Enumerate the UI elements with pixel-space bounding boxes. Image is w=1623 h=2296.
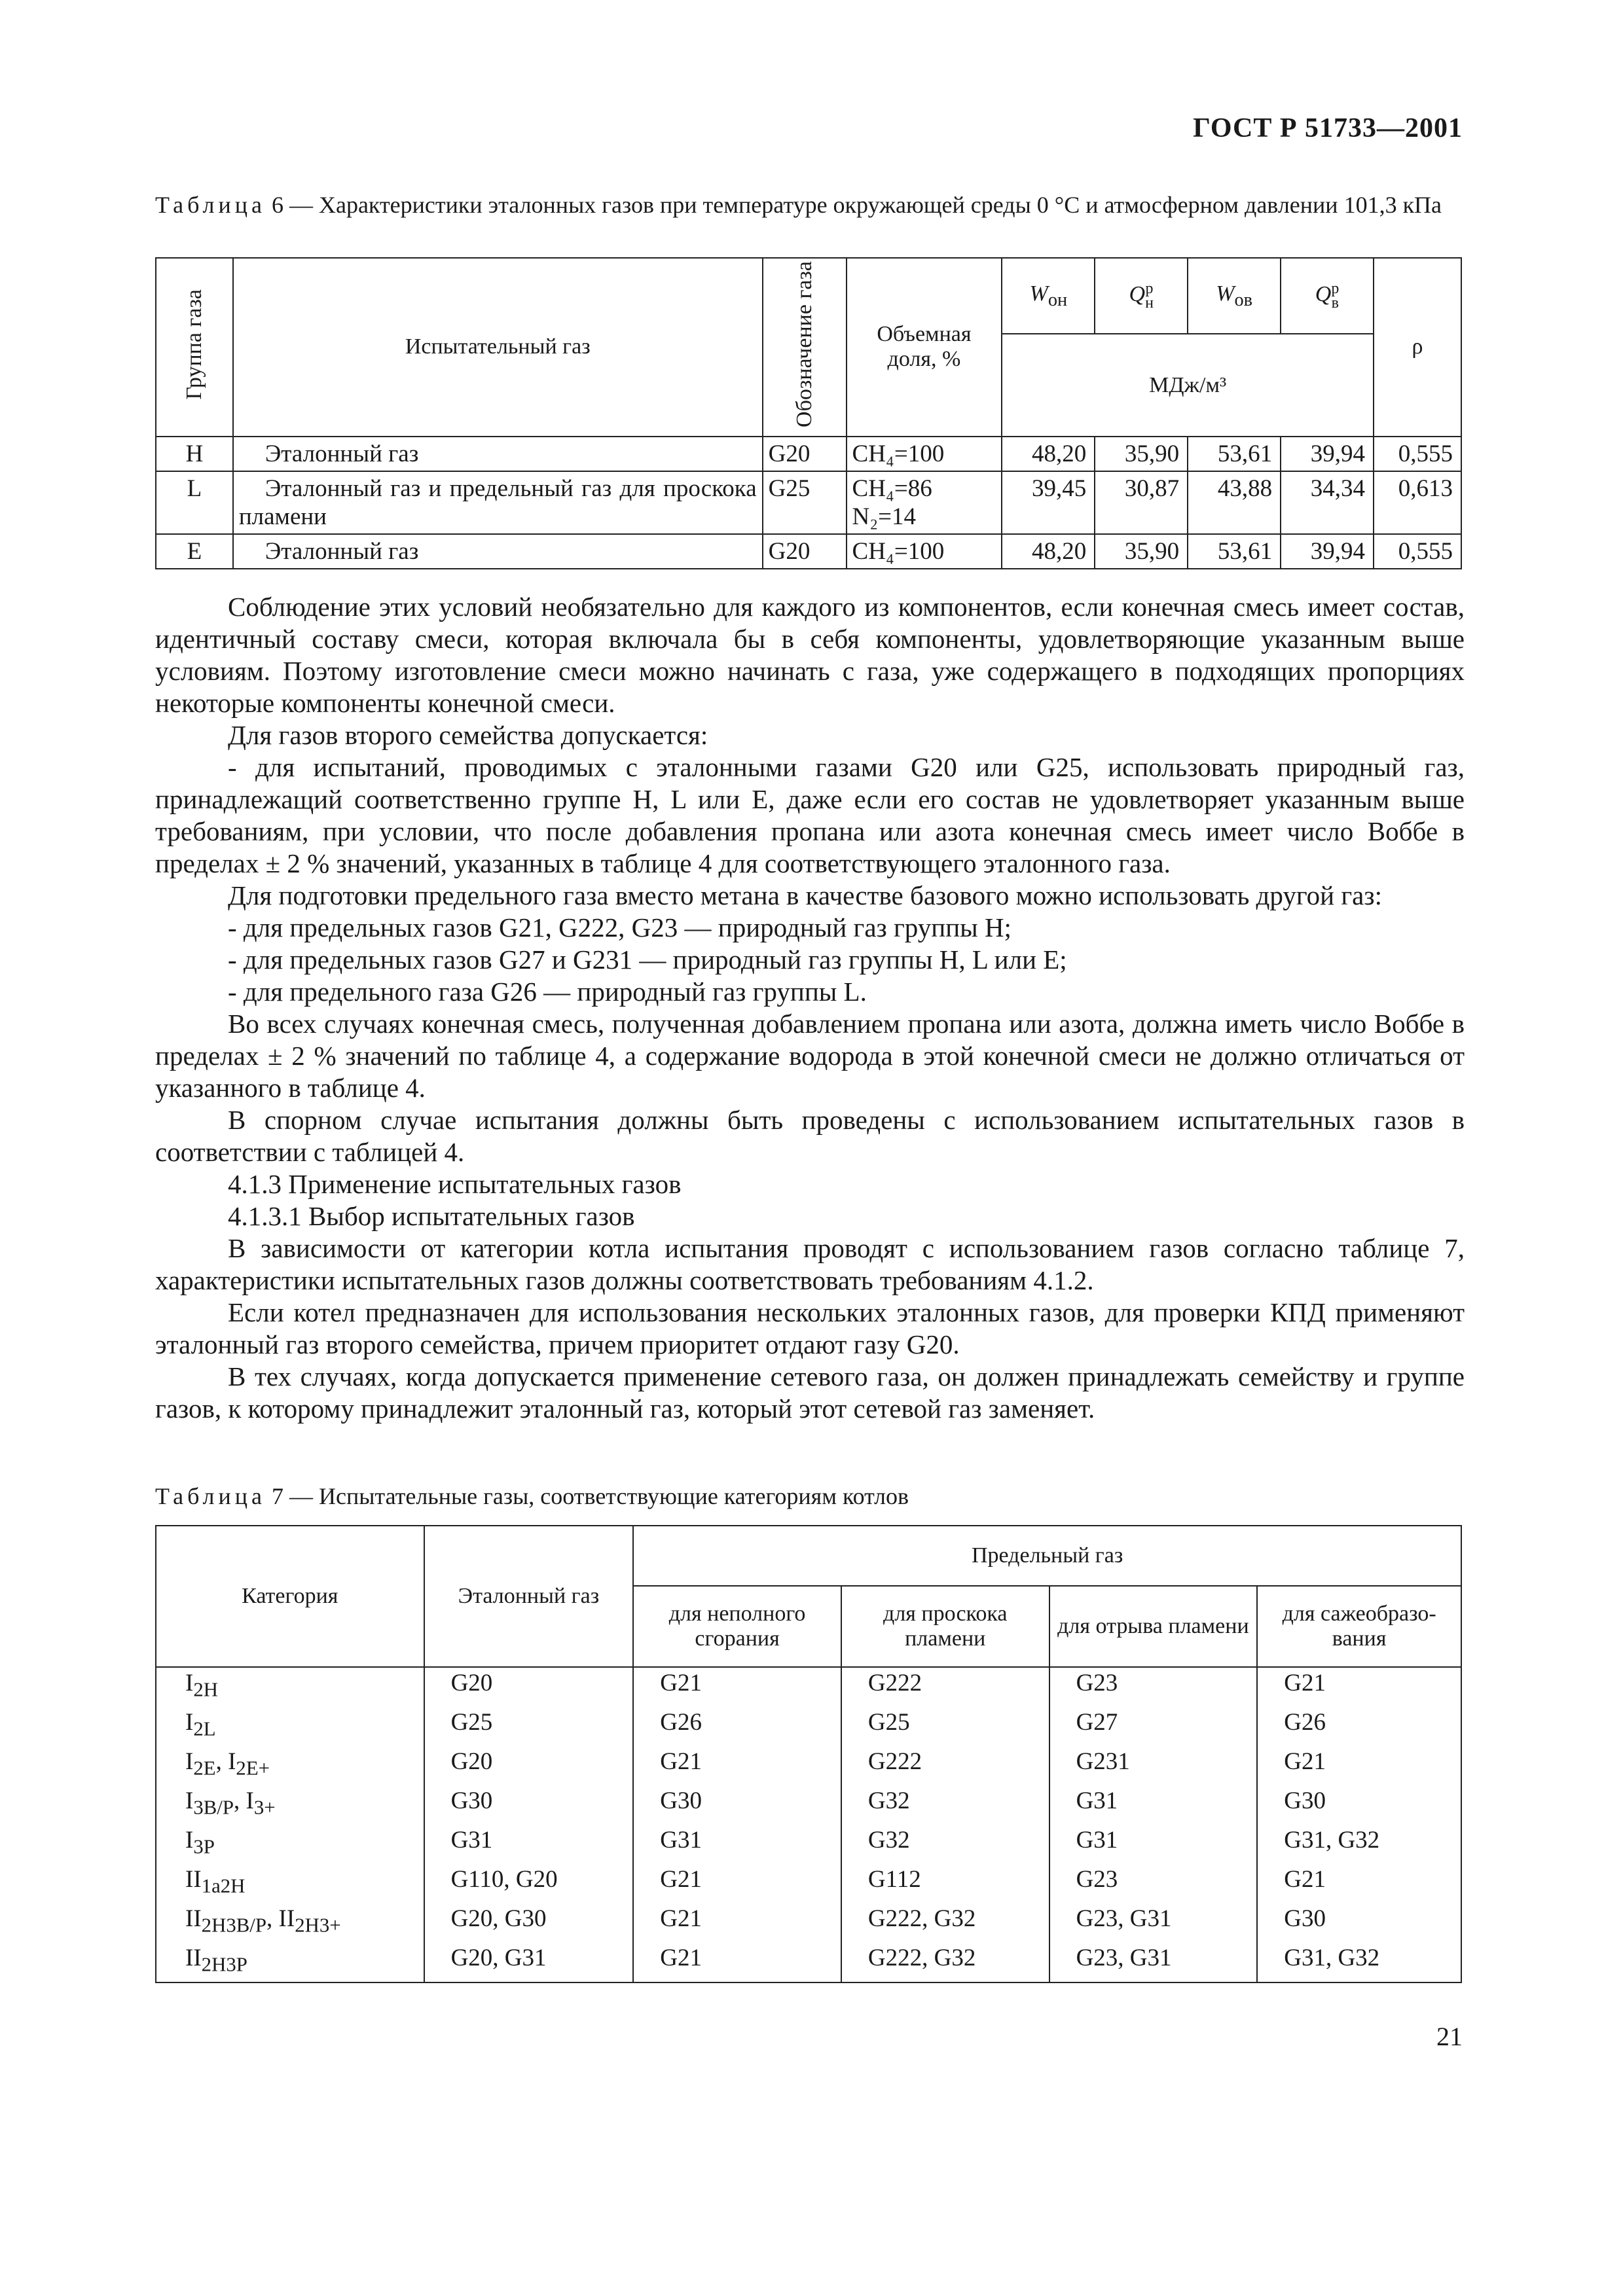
- cell-category: $I_{2H}$: [156, 1667, 424, 1707]
- cell-soot: G21: [1257, 1864, 1461, 1903]
- col-designation-header: Обозначение газа: [763, 258, 847, 437]
- page-number: 21: [1436, 2022, 1463, 2051]
- table7-caption-label: Таблица: [155, 1483, 266, 1509]
- cell-q-n: 30,87: [1095, 471, 1188, 534]
- table-row: [156, 1825, 1461, 1864]
- cell-flashback: G222, G32: [841, 1943, 1049, 1982]
- cell-w-on: 48,20: [1002, 437, 1095, 471]
- cell-volume: CH₄=100: [847, 437, 1002, 471]
- cell-ref: G31: [424, 1825, 634, 1864]
- cell-soot: G26: [1257, 1707, 1461, 1746]
- cell-designation: G20: [763, 437, 847, 471]
- cell-gas: Эталонный газ: [233, 437, 763, 471]
- cell-ref: G20: [424, 1667, 634, 1707]
- col-reference-header: Эталонный газ: [424, 1526, 634, 1667]
- cell-incomplete: G26: [633, 1707, 841, 1746]
- cell-incomplete: G21: [633, 1864, 841, 1903]
- cell-category: $II_{1a2H}$: [156, 1864, 424, 1903]
- cell-group: H: [156, 437, 233, 471]
- cell-category: $I_{3P}$: [156, 1825, 424, 1864]
- cell-ref: G25: [424, 1707, 634, 1746]
- table-row: [156, 1746, 1461, 1785]
- cell-liftoff: G23, G31: [1049, 1943, 1258, 1982]
- paragraph: Для подготовки предельного газа вместо метана в качестве базового можно использовать другой газ:: [228, 880, 1382, 910]
- col-gas-header: Испытательный газ: [233, 258, 763, 437]
- cell-flashback: G222, G32: [841, 1903, 1049, 1943]
- table-7: [155, 1525, 1462, 1983]
- col-rho-header: ρ: [1374, 258, 1461, 437]
- cell-rho: 0,555: [1374, 437, 1461, 471]
- cell-soot: G30: [1257, 1785, 1461, 1825]
- cell-rho: 0,613: [1374, 471, 1461, 534]
- table6-caption: [155, 192, 1465, 218]
- table-row: [156, 437, 1461, 471]
- cell-gas: Эталонный газ и предельный газ для проскока пламени: [233, 471, 763, 534]
- cell-w-ov: 43,88: [1188, 471, 1281, 534]
- table-row: [156, 1864, 1461, 1903]
- paragraph: Во всех случаях конечная смесь, полученная добавлением пропана или азота, должна иметь число Воббе в пределах ± 2 % значений по таблице 4, а содержание водорода в этой конечной смеси не должно отличаться от указанного в таблице 4.: [155, 1009, 1465, 1103]
- paragraph: - для предельных газов G21, G222, G23 — природный газ группы H;: [228, 912, 1012, 942]
- section-heading: 4.1.3.1 Выбор испытательных газов: [228, 1201, 635, 1231]
- col-soot-header: для сажеобразо-вания: [1257, 1586, 1461, 1667]
- cell-liftoff: G31: [1049, 1825, 1258, 1864]
- cell-soot: G31, G32: [1257, 1943, 1461, 1982]
- cell-w-ov: 53,61: [1188, 534, 1281, 569]
- cell-incomplete: G21: [633, 1667, 841, 1707]
- cell-q-v: 39,94: [1281, 437, 1374, 471]
- cell-incomplete: G30: [633, 1785, 841, 1825]
- paragraph: Если котел предназначен для использования нескольких эталонных газов, для проверки КПД применяют эталонный газ второго семейства, причем приоритет отдают газу G20.: [155, 1297, 1465, 1359]
- col-limit-header: Предельный газ: [633, 1526, 1461, 1586]
- cell-flashback: G25: [841, 1707, 1049, 1746]
- table-row: [156, 1943, 1461, 1982]
- body-text: [155, 591, 1465, 1425]
- paragraph: - для предельных газов G27 и G231 — природный газ группы H, L или E;: [228, 944, 1067, 975]
- table-row: [156, 534, 1461, 569]
- cell-gas: Эталонный газ: [233, 534, 763, 569]
- cell-w-on: 39,45: [1002, 471, 1095, 534]
- table6-caption-label: Таблица: [155, 192, 266, 218]
- cell-category: $I_{3B/P}$, $I_{3+}$: [156, 1785, 424, 1825]
- col-group-header: Группа газа: [156, 258, 233, 437]
- col-flashback-header: для проскока пламени: [841, 1586, 1049, 1667]
- cell-q-n: 35,90: [1095, 534, 1188, 569]
- table6-caption-text: 6 — Характеристики эталонных газов при температуре окружающей среды 0 °С и атмосферном давлении 101,3 кПа: [271, 192, 1442, 218]
- paragraph: В зависимости от категории котла испытания проводят с использованием газов согласно таблице 7, характеристики испытательных газов должны соответствовать требованиям 4.1.2.: [155, 1233, 1465, 1295]
- table-row: [156, 1707, 1461, 1746]
- table-row: [156, 1903, 1461, 1943]
- cell-category: $I_{2E}$, $I_{2E+}$: [156, 1746, 424, 1785]
- paragraph: В тех случаях, когда допускается применение сетевого газа, он должен принадлежать семейству и группе газов, к которому принадлежит эталонный газ, который этот сетевой газ заменяет.: [155, 1361, 1465, 1424]
- cell-designation: G25: [763, 471, 847, 534]
- cell-ref: G30: [424, 1785, 634, 1825]
- cell-w-ov: 53,61: [1188, 437, 1281, 471]
- cell-flashback: G222: [841, 1746, 1049, 1785]
- cell-volume: CH₄=86 N₂=14: [847, 471, 1002, 534]
- cell-flashback: G112: [841, 1864, 1049, 1903]
- cell-w-on: 48,20: [1002, 534, 1095, 569]
- paragraph: В спорном случае испытания должны быть проведены с использованием испытательных газов в соответствии с таблицей 4.: [155, 1105, 1465, 1167]
- document-code: ГОСТ Р 51733—2001: [1193, 113, 1463, 143]
- cell-ref: G20, G31: [424, 1943, 634, 1982]
- col-q-n-header: Qр н: [1095, 258, 1188, 334]
- paragraph: Соблюдение этих условий необязательно для каждого из компонентов, если конечная смесь имеет состав, идентичный составу смеси, которая включала бы в себя компоненты, удовлетворяющие указанным выше условиям. Поэтому изготовление смеси можно начинать с газа, уже содержащего в подходящих пропорциях некоторые компоненты конечной смеси.: [155, 592, 1465, 718]
- cell-group: L: [156, 471, 233, 534]
- cell-soot: G31, G32: [1257, 1825, 1461, 1864]
- col-w-on-header: $W_{он}$: [1002, 258, 1095, 334]
- table7-caption: [155, 1483, 1465, 1509]
- table-row: [156, 1667, 1461, 1707]
- cell-category: $II_{2H3P}$: [156, 1943, 424, 1982]
- table-row: [156, 1785, 1461, 1825]
- cell-q-v: 39,94: [1281, 534, 1374, 569]
- cell-ref: G20: [424, 1746, 634, 1785]
- cell-liftoff: G27: [1049, 1707, 1258, 1746]
- cell-ref: G110, G20: [424, 1864, 634, 1903]
- cell-category: $II_{2H3B/P}$, $II_{2H3+}$: [156, 1903, 424, 1943]
- col-w-ov-header: $W_{ов}$: [1188, 258, 1281, 334]
- cell-soot: G21: [1257, 1667, 1461, 1707]
- table-row: [156, 471, 1461, 534]
- section-heading: 4.1.3 Применение испытательных газов: [228, 1169, 682, 1199]
- cell-soot: G21: [1257, 1746, 1461, 1785]
- cell-liftoff: G23, G31: [1049, 1903, 1258, 1943]
- cell-flashback: G32: [841, 1785, 1049, 1825]
- cell-flashback: G222: [841, 1667, 1049, 1707]
- cell-incomplete: G21: [633, 1903, 841, 1943]
- col-q-v-header: Qр в: [1281, 258, 1374, 334]
- cell-designation: G20: [763, 534, 847, 569]
- col-unit-header: МДж/м³: [1002, 334, 1374, 437]
- cell-liftoff: G23: [1049, 1667, 1258, 1707]
- table-6: [155, 257, 1462, 569]
- paragraph: - для испытаний, проводимых с эталонными газами G20 или G25, использовать природный газ, принадлежащий соответственно группе H, L или E, даже если его состав не удовлетворяет указанным выше требованиям, при условии, что после добавления пропана или азота конечная смесь имеет число Воббе в пределах ± 2 % значений, указанных в таблице 4 для соответствующего эталонного газа.: [155, 752, 1465, 878]
- table7-caption-text: 7 — Испытательные газы, соответствующие категориям котлов: [271, 1483, 909, 1509]
- cell-rho: 0,555: [1374, 534, 1461, 569]
- col-liftoff-header: для отрыва пламени: [1049, 1586, 1258, 1667]
- cell-liftoff: G23: [1049, 1864, 1258, 1903]
- cell-incomplete: G21: [633, 1746, 841, 1785]
- cell-flashback: G32: [841, 1825, 1049, 1864]
- col-category-header: Категория: [156, 1526, 424, 1667]
- paragraph: - для предельного газа G26 — природный газ группы L.: [228, 977, 867, 1007]
- cell-liftoff: G231: [1049, 1746, 1258, 1785]
- paragraph: Для газов второго семейства допускается:: [228, 720, 708, 750]
- cell-volume: CH₄=100: [847, 534, 1002, 569]
- cell-liftoff: G31: [1049, 1785, 1258, 1825]
- cell-q-n: 35,90: [1095, 437, 1188, 471]
- cell-incomplete: G21: [633, 1943, 841, 1982]
- cell-incomplete: G31: [633, 1825, 841, 1864]
- col-volume-header: Объемная доля, %: [847, 258, 1002, 437]
- cell-category: $I_{2L}$: [156, 1707, 424, 1746]
- col-incomplete-header: для неполного сгорания: [633, 1586, 841, 1667]
- cell-soot: G30: [1257, 1903, 1461, 1943]
- cell-q-v: 34,34: [1281, 471, 1374, 534]
- cell-group: E: [156, 534, 233, 569]
- cell-ref: G20, G30: [424, 1903, 634, 1943]
